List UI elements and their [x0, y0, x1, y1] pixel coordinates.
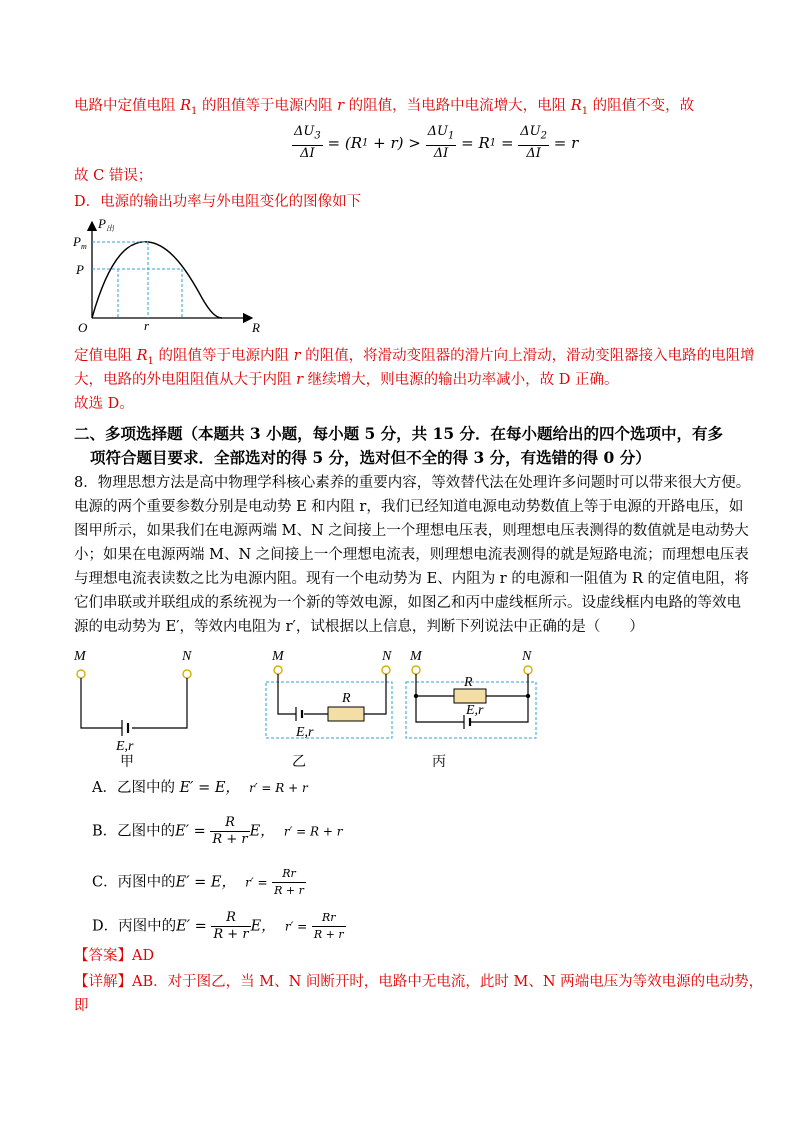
option-d[interactable]: D．丙图中的E′ = $\frac{R}{R + r}$ E， r′ = $\frac{Rr}{R + r}$: [92, 910, 344, 942]
r-tick-label: r: [144, 318, 150, 333]
y-label: $P_出$: [98, 216, 114, 233]
answer-line: [74, 946, 154, 966]
option-b[interactable]: B．乙图中的E′ = $\frac{R}{R + r}$ E， r′ = R + r: [92, 815, 343, 847]
svg-text:M: M: [74, 649, 86, 664]
solution-line-6: 故选 D。: [74, 396, 134, 412]
detail-line-2: 即: [74, 998, 89, 1014]
svg-text:R: R: [342, 691, 351, 706]
option-a[interactable]: A．乙图中的 E′ = E， r′ = R + r: [92, 780, 308, 796]
svg-text:E,r: E,r: [296, 725, 314, 740]
p-label: P: [76, 262, 84, 277]
svg-text:N: N: [182, 649, 192, 664]
resistor-yi: [328, 707, 364, 721]
svg-text:N: N: [382, 649, 392, 664]
circuit-bing: [406, 649, 536, 738]
detail-line-1: 【详解】AB．对于图乙，当 M、N 间断开时，电路中无电流，此时 M、N 两端电压为等效电源的电动势，: [74, 974, 764, 990]
section-heading: 二、多项选择题（本题共 3 小题，每小题 5 分，共 15 分．在每小题给出的四个选项中，有多: [74, 424, 724, 443]
solution-line-1: 电路中定值电阻 $R_1$ 的阻值等于电源内阻 r 的阻值，当电路中电流增大，电阻 $R_1$ 的阻值不变，故: [74, 98, 695, 117]
svg-text:E,r: E,r: [466, 703, 484, 718]
svg-text:M: M: [410, 649, 422, 664]
caption-bing: 丙: [432, 754, 446, 770]
resistor-bing: [454, 689, 486, 703]
option-c[interactable]: C．丙图中的E′ = E， r′ = $\frac{Rr}{R + r}$: [92, 867, 304, 897]
question-8-line-2: 电源的两个重要参数分别是电动势 E 和内阻 r，我们已经知道电源电动势数值上等于电源的开路电压，如: [74, 499, 744, 515]
question-8-line-4: 小；如果在电源两端 M、N 之间接上一个理想电流表，则理想电流表测得的就是短路电流；而理想电压表: [74, 547, 749, 563]
solution-line-5: 大，电路的外电阻阻值从大于内阻 r 继续增大，则电源的输出功率减小，故 D 正确。: [74, 372, 619, 388]
section-heading-2: 项符合题目要求．全部选对的得 5 分，选对但不全的得 3 分，有选错的得 0 分）: [90, 448, 651, 467]
solution-line-4: 定值电阻 $R_1$ 的阻值等于电源内阻 r 的阻值，将滑动变阻器的滑片向上滑动，滑动变阻器接入电路的电阻增: [74, 348, 755, 367]
question-8-line-7: 源的电动势为 E′，等效内电阻为 r′，试根据以上信息，判断下列说法中正确的是（ ）: [74, 619, 644, 635]
svg-text:E,r: E,r: [116, 739, 134, 754]
question-8-line-3: 图甲所示，如果我们在电源两端 M、N 之间接上一个理想电压表，则理想电压表测得的数值就是电动势大: [74, 523, 749, 539]
circuit-yi: [266, 649, 392, 740]
x-label: R: [252, 320, 260, 335]
question-8-line-6: 它们串联或并联组成的系统视为一个新的等效电源，如图乙和丙中虚线框所示。设虚线框内电路的等效电: [74, 595, 741, 611]
question-8-line-1: 8．物理思想方法是高中物理学科核心素养的重要内容，等效替代法在处理许多问题时可以带来很大方便。: [74, 475, 751, 491]
svg-text:N: N: [522, 649, 532, 664]
circuit-diagrams: [66, 644, 556, 774]
equation: $\frac{\Delta U_3}{\Delta I}$ = (R1 + r) > $\frac{\Delta U_1}{\Delta I}$ = R1 = $\frac{\Delta U_2}{\Delta I}$ = r: [294, 124, 579, 161]
caption-jia: 甲: [120, 754, 134, 770]
terminal-m: [77, 670, 85, 678]
circuit-jia: [73, 649, 192, 754]
terminal-n: [183, 670, 191, 678]
solution-line-3: D．电源的输出功率与外电阻变化的图像如下: [74, 194, 362, 210]
power-curve: [92, 242, 222, 318]
detail-tag: 【详解】: [74, 974, 132, 990]
svg-text:M: M: [272, 649, 284, 664]
pm-label: $P_m$: [73, 234, 87, 251]
answer-tag: 【答案】: [74, 948, 132, 964]
solution-line-2: 故 C 错误；: [74, 168, 153, 184]
question-8-line-5: 与理想电流表读数之比为电源内阻。现有一个电动势为 E、内阻为 r 的电源和一阻值为 R 的定值电阻，将: [74, 571, 749, 587]
caption-yi: 乙: [292, 754, 306, 770]
answer-value: AD: [132, 948, 155, 964]
power-graph: [70, 214, 270, 338]
svg-text:R: R: [464, 675, 473, 690]
origin-label: O: [78, 320, 88, 335]
